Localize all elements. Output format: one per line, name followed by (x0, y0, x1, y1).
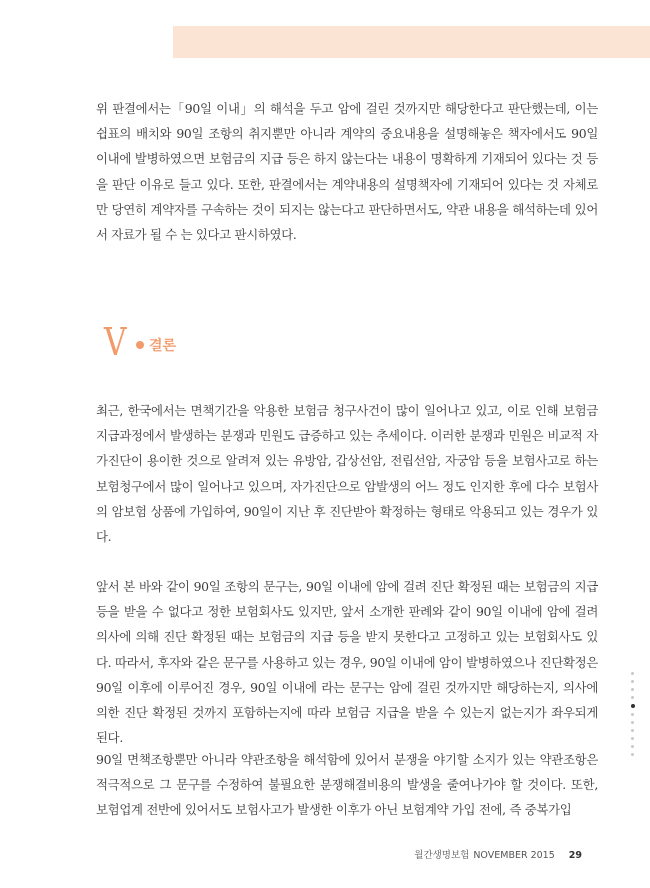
paragraph-conclusion-2: 앞서 본 바와 같이 90일 조항의 문구는, 90일 이내에 암에 걸려 진단 확정된 때는 보험금의 지급 등을 받을 수 없다고 정한 보험회사도 있지만, 앞서 소개한 판례와 같이 90일 이내에 암에 걸려 의사에 의해 진단 확정된 때는 보험금의 지급 등을 받지 못한다고 고정하고 있는 보험회사도 있다. 따라서, 후자와 같은 문구를 사용하고 있는 경우, 90일 이내에 암이 발병하였으나 진단확정은 90일 이후에 이루어진 경우, 90일 이내에 라는 문구는 암에 걸린 것까지만 해당하는지, 의사에 의한 진단 확정된 것까지 포함하는지에 따라 보험금 지급을 받을 수 있는지 없는지가 좌우되게 된다. (96, 579, 598, 746)
indicator-dot (631, 713, 634, 716)
indicator-dot (631, 737, 634, 740)
indicator-dot (631, 688, 634, 691)
indicator-dot (631, 672, 634, 675)
indicator-dot (631, 721, 634, 724)
footer-issue: NOVEMBER 2015 (473, 850, 555, 861)
page-number: 29 (568, 850, 582, 861)
indicator-dot (631, 745, 634, 748)
bullet-dot-icon (136, 341, 144, 349)
indicator-dot (631, 753, 634, 756)
section-heading (104, 322, 176, 362)
page-footer (414, 847, 582, 861)
footer-magazine: 월간생명보험 (414, 850, 470, 861)
indicator-dot-active (631, 704, 635, 708)
section-title: 결론 (149, 338, 177, 354)
top-decorative-bar (173, 26, 650, 58)
paragraph-conclusion-1: 최근, 한국에서는 면책기간을 악용한 보험금 청구사건이 많이 일어나고 있고, 이로 인해 보험금 지급과정에서 발생하는 분쟁과 민원도 급증하고 있는 추세이다. 이러한 분쟁과 민원은 비교적 자가진단이 용이한 것으로 알려져 있는 유방암, 갑상선암, 전립선암, 자궁암 등을 보험사고로 하는 보험청구에서 많이 일어나고 있으며, 자가진단으로 암발생의 어느 정도 인지한 후에 다수 보험사의 암보험 상품에 가입하여, 90일이 지난 후 진단받아 확정하는 형태로 악용되고 있는 경우가 있다. (96, 403, 598, 545)
section-numeral: V (104, 320, 127, 364)
indicator-dot (631, 680, 634, 683)
page-indicator-dots (631, 672, 635, 761)
indicator-dot (631, 696, 634, 699)
paragraph-judgment: 위 판결에서는「90일 이내」의 해석을 두고 암에 걸린 것까지만 해당한다고 판단했는데, 이는 쉽표의 배치와 90일 조항의 취지뿐만 아니라 계약의 중요내용을 설명해놓은 책자에서도 90일 이내에 발병하였으면 보험금의 지급 등은 하지 않는다는 내용이 명확하게 기재되어 있다는 것 등을 판단 이유로 들고 있다. 또한, 판결에서는 계약내용의 설명책자에 기재되어 있다는 것 자체로만 당연히 계약자를 구속하는 것이 되지는 않는다고 판단하면서도, 약관 내용을 해석하는데 있어서 자료가 될 수 는 있다고 판시하였다. (96, 101, 598, 243)
paragraph-conclusion-3: 90일 면책조항뿐만 아니라 약관조항을 해석함에 있어서 분쟁을 야기할 소지가 있는 약관조항은 적극적으로 그 문구를 수정하여 불필요한 분쟁해결비용의 발생을 줄여나가야 할 것이다. 또한, 보험업계 전반에 있어서도 보험사고가 발생한 이후가 아닌 보험계약 가입 전에, 즉 중복가입 (96, 752, 598, 818)
indicator-dot (631, 729, 634, 732)
